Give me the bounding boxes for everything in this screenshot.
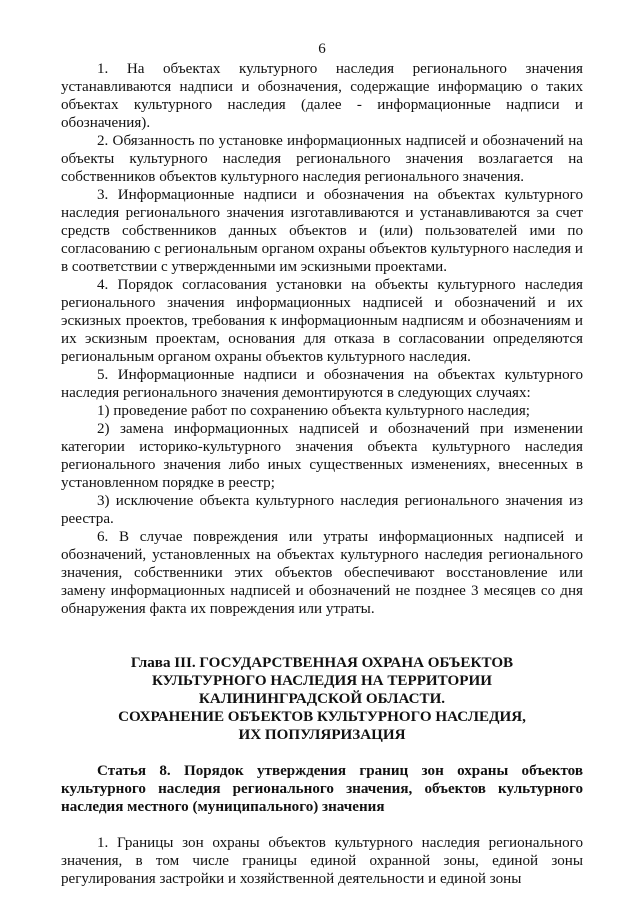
chapter-heading-line-5: ИХ ПОПУЛЯРИЗАЦИЯ xyxy=(238,727,406,743)
chapter-heading-line-2: КУЛЬТУРНОГО НАСЛЕДИЯ НА ТЕРРИТОРИИ xyxy=(152,673,492,689)
chapter-heading-line-4: СОХРАНЕНИЕ ОБЪЕКТОВ КУЛЬТУРНОГО НАСЛЕДИЯ, xyxy=(118,709,526,725)
article-paragraph-1: 1. Границы зон охраны объектов культурного наследия регионального значения, в том числе границы единой охранной зоны, единой зоны регулирования застройки и хозяйственной деятельности и единой зоны xyxy=(61,835,583,887)
paragraph-2: 2. Обязанность по установке информационных надписей и обозначений на объекты культурного наследия регионального значения возлагается на собственников объектов культурного наследия регионального значения. xyxy=(61,133,583,185)
article-heading: Статья 8. Порядок утверждения границ зон охраны объектов культурного наследия регионального значения, объектов культурного наследия местного (муниципального) значения xyxy=(61,763,583,815)
list-item-1: 1) проведение работ по сохранению объекта культурного наследия; xyxy=(97,403,530,419)
list-item-2: 2) замена информационных надписей и обозначений при изменении категории историко-культурного значения объекта культурного наследия регионального значения либо иных существенных изменениях, внесенных в установленном порядке в реестр; xyxy=(61,421,583,491)
document-page xyxy=(61,40,583,888)
paragraph-4: 4. Порядок согласования установки на объекты культурного наследия регионального значения информационных надписей и обозначений и их эскизных проектов, требования к информационным надписям и обозначениям и их эскизным проектам, основания для отказа в согласовании определяются региональным органом охраны объектов культурного наследия. xyxy=(61,277,583,365)
paragraph-1: 1. На объектах культурного наследия регионального значения устанавливаются надписи и обозначения, содержащие информацию о таких объектах культурного наследия (далее - информационные надписи и обозначения). xyxy=(61,61,583,131)
chapter-heading-line-1: Глава III. ГОСУДАРСТВЕННАЯ ОХРАНА ОБЪЕКТОВ xyxy=(130,655,514,671)
list-item-3: 3) исключение объекта культурного наследия регионального значения из реестра. xyxy=(61,493,583,527)
paragraph-3: 3. Информационные надписи и обозначения на объектах культурного наследия регионального значения изготавливаются и устанавливаются за счет средств собственников данных объектов и (или) пользователей ими по согласованию с региональным органом охраны объектов культурного наследия и в соответствии с утвержденными им эскизными проектами. xyxy=(61,187,583,275)
chapter-heading-line-3: КАЛИНИНГРАДСКОЙ ОБЛАСТИ. xyxy=(198,691,446,707)
paragraph-6: 6. В случае повреждения или утраты информационных надписей и обозначений, установленных на объектах культурного наследия регионального значения, собственники этих объектов обеспечивают восстановление или замену информационных надписей и обозначений не позднее 3 месяцев со дня обнаружения факта их повреждения или утраты. xyxy=(61,529,583,617)
page-number: 6 xyxy=(318,41,326,57)
chapter-heading xyxy=(61,654,583,744)
paragraph-5: 5. Информационные надписи и обозначения на объектах культурного наследия регионального значения демонтируются в следующих случаях: xyxy=(61,367,583,401)
